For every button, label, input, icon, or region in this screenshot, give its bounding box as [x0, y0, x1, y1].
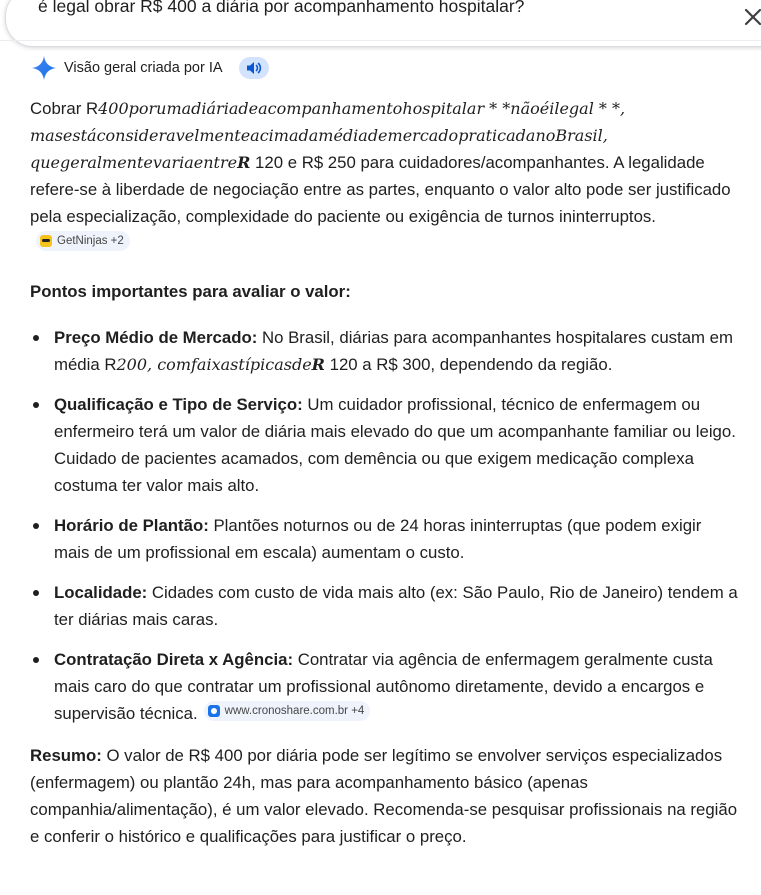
- list-item: Preço Médio de Mercado: No Brasil, diárias para acompanhantes hospitalares custam em média R200, comfaixastípicasdeR 120 a R$ 300, dependendo da região.: [30, 324, 740, 378]
- header-divider: [0, 40, 761, 41]
- list-item: Horário de Plantão: Plantões noturnos ou de 24 horas ininterruptas (que podem exigir mais de um profissional em escala) aumentam o custo.: [30, 512, 740, 566]
- section-heading: Pontos importantes para avaliar o valor:: [30, 282, 351, 301]
- list-item: Localidade: Cidades com custo de vida mais alto (ex: São Paulo, Rio de Janeiro) tendem a ter diárias mais caras.: [30, 579, 740, 633]
- cronoshare-favicon-icon: [208, 705, 220, 717]
- speaker-icon: [246, 61, 262, 75]
- key-points-list: [30, 324, 740, 727]
- search-bar: [0, 0, 761, 40]
- sparkle-icon: [30, 54, 58, 82]
- ai-overview-header: [30, 54, 269, 82]
- source-chip-cronoshare[interactable]: www.cronoshare.com.br +4: [204, 701, 371, 721]
- search-query[interactable]: é legal obrar R$ 400 a diária por acompanhamento hospitalar?: [38, 0, 525, 16]
- source-chip-getninjas[interactable]: GetNinjas +2: [36, 231, 130, 251]
- list-item: Contratação Direta x Agência: Contratar via agência de enfermagem geralmente custa mais caro do que contratar um profissional autônomo diretamente, devido a encargos e supervisão técnica. www.cronoshare.com.br +4: [30, 646, 740, 727]
- list-item: Qualificação e Tipo de Serviço: Um cuidador profissional, técnico de enfermagem ou enfermeiro terá um valor de diária mais elevado do que um acompanhante familiar ou leigo. Cuidado de pacientes acamados, com demência ou que exigem medicação complexa costuma ter valor mais alto.: [30, 391, 740, 499]
- getninjas-favicon-icon: [40, 235, 52, 247]
- listen-button[interactable]: [239, 57, 269, 79]
- intro-paragraph: [30, 95, 740, 257]
- intro-text-start: Cobrar R: [30, 99, 99, 118]
- intro-text-end: 120 e R$ 250 para cuidadores/acompanhantes. A legalidade refere-se à liberdade de negociação entre as partes, enquanto o valor alto pode ser justificado pela especialização, complexidade do paciente ou exigência de turnos ininterruptos.: [30, 153, 731, 226]
- summary-paragraph: Resumo: O valor de R$ 400 por diária pode ser legítimo se envolver serviços especializados (enfermagem) ou plantão 24h, mas para acompanhamento básico (apenas companhia/alimentação), é um valor elevado. Recomenda-se pesquisar profissionais na região e conferir o histórico e qualificações para justificar o preço.: [30, 746, 738, 846]
- intro-math-1: 400porumadiáriadeacompanhamentohospitalar * *nãoéilegal * *, masestáconsideravelmenteacimadamédiademercadopraticadanoBrasil, quegeralmentevariaentreR: [30, 99, 626, 172]
- clear-search-button[interactable]: [740, 4, 761, 30]
- ai-overview-title: Visão geral criada por IA: [64, 60, 223, 76]
- ai-overview-body: [30, 95, 740, 850]
- close-icon: [744, 8, 761, 26]
